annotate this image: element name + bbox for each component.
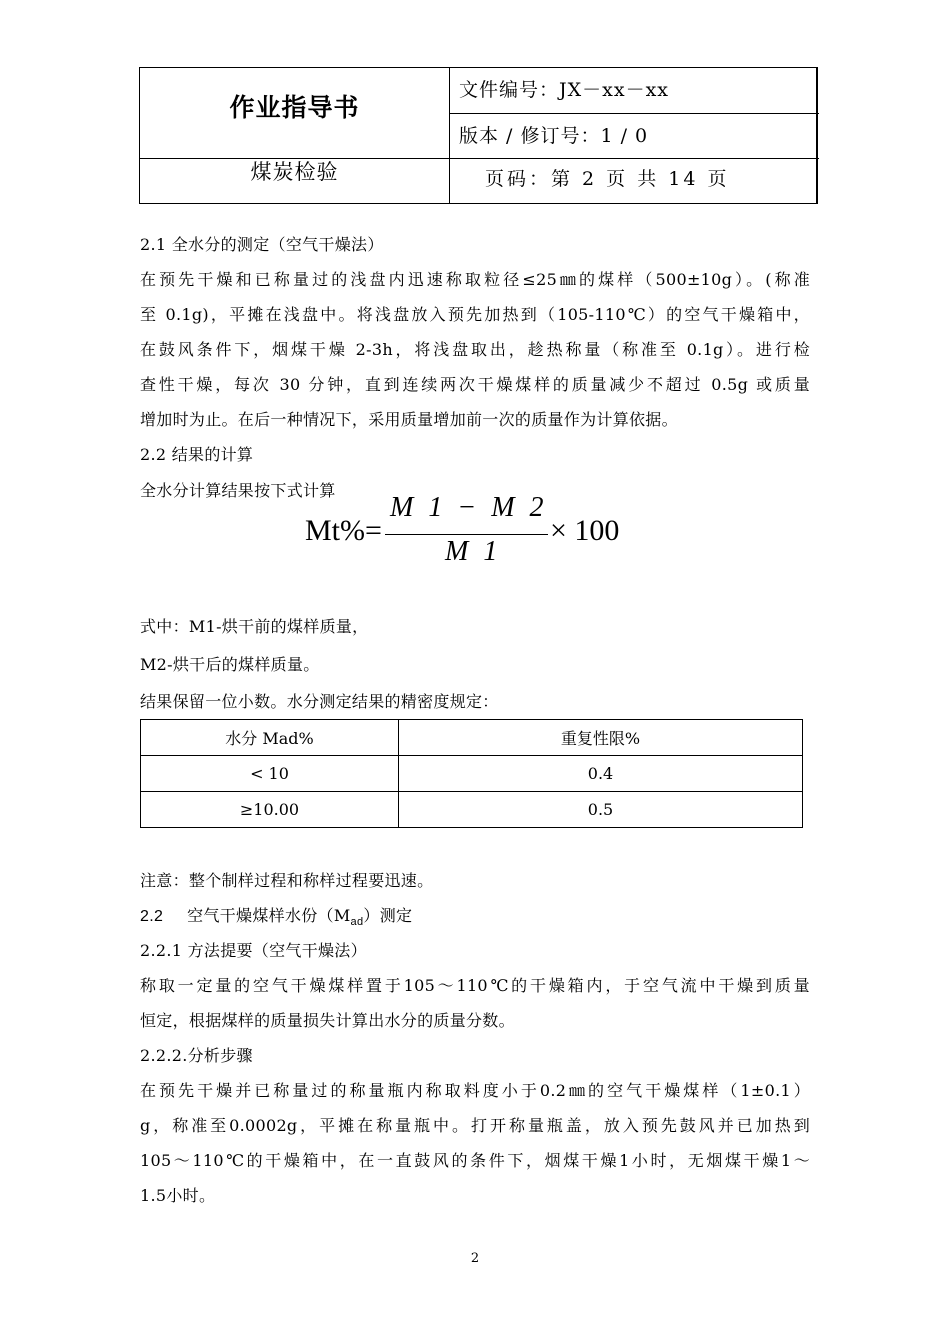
paragraph-line: 在鼓风条件下，烟煤干燥 2-3h，将浅盘取出，趁热称量（称准至 0.1g）。进行检 — [140, 340, 810, 359]
section-heading: 2.1 全水分的测定（空气干燥法） — [140, 235, 384, 254]
page-number: 2 — [470, 1251, 480, 1266]
formula-rhs: × 100 — [550, 514, 620, 547]
header-divider — [449, 68, 450, 204]
formula-where-m2: M2-烘干后的煤样质量。 — [140, 655, 320, 674]
formula-lhs: Mt%= — [305, 514, 382, 547]
table-cell: 0.5 — [399, 792, 803, 828]
fraction-bar — [385, 534, 548, 535]
paragraph-line: 在预先干燥和已称量过的浅盘内迅速称取粒径≤25㎜的煤样（500±10g）。(称准 — [140, 270, 810, 289]
paragraph-line: 1.5小时。 — [140, 1186, 216, 1205]
document-title: 作业指导书 — [229, 93, 360, 122]
formula-denominator: M 1 — [445, 536, 502, 567]
section-heading — [140, 901, 412, 937]
table-header-cell: 重复性限% — [399, 720, 803, 756]
moisture-formula — [305, 490, 635, 580]
section-heading: 2.2 结果的计算 — [140, 445, 254, 464]
paragraph-line: 恒定，根据煤样的质量损失计算出水分的质量分数。 — [140, 1011, 515, 1030]
document-number: 文件编号：JX－xx－xx — [459, 79, 670, 101]
revision-number: 版本 / 修订号：1 / 0 — [459, 125, 649, 147]
document-subtitle: 煤炭检验 — [250, 160, 339, 184]
calc-intro: 全水分计算结果按下式计算 — [140, 481, 336, 500]
section-heading: 2.2.1 方法提要（空气干燥法） — [140, 941, 367, 960]
table-cell: ≥10.00 — [141, 792, 399, 828]
table-cell: < 10 — [141, 756, 399, 792]
paragraph-line: 查性干燥，每次 30 分钟，直到连续两次干燥煤样的质量减少不超过 0.5g 或质量 — [140, 375, 810, 394]
table-header-row — [141, 720, 803, 756]
section-title-subscript: ad — [350, 916, 364, 928]
paragraph-line: 在预先干燥并已称量过的称量瓶内称取料度小于0.2㎜的空气干燥煤样（1±0.1） — [140, 1081, 810, 1100]
table-header-cell: 水分 Mad% — [141, 720, 399, 756]
section-title-pre: 空气干燥煤样水份（M — [187, 906, 351, 925]
section-title-post: ）测定 — [363, 906, 413, 925]
table-row — [141, 792, 803, 828]
table-row — [141, 756, 803, 792]
paragraph-line: 105～110℃的干燥箱中，在一直鼓风的条件下，烟煤干燥1小时，无烟煤干燥1～ — [140, 1151, 810, 1170]
formula-numerator: M 1 − M 2 — [390, 492, 548, 523]
paragraph-line: 增加时为止。在后一种情况下，采用质量增加前一次的质量作为计算依据。 — [140, 410, 678, 429]
precision-table — [140, 719, 803, 828]
paragraph-line: 至 0.1g)，平摊在浅盘中。将浅盘放入预先加热到（105-110℃）的空气干燥箱中， — [140, 305, 810, 324]
table-cell: 0.4 — [399, 756, 803, 792]
note: 注意：整个制样过程和称样过程要迅速。 — [140, 871, 434, 890]
section-heading: 2.2.2.分析步骤 — [140, 1046, 253, 1065]
paragraph-line: 称取一定量的空气干燥煤样置于105～110℃的干燥箱内，于空气流中干燥到质量 — [140, 976, 810, 995]
page-info: 页码：第 2 页 共 14 页 — [485, 168, 730, 190]
precision-note: 结果保留一位小数。水分测定结果的精密度规定： — [140, 692, 499, 711]
header-table — [139, 67, 818, 204]
formula-where-m1: 式中：M1-烘干前的煤样质量， — [140, 617, 369, 636]
header-divider — [449, 158, 819, 159]
header-divider — [449, 113, 819, 114]
section-number: 2.2 — [140, 908, 164, 925]
paragraph-line: g，称准至0.0002g，平摊在称量瓶中。打开称量瓶盖，放入预先鼓风并已加热到 — [140, 1116, 810, 1135]
